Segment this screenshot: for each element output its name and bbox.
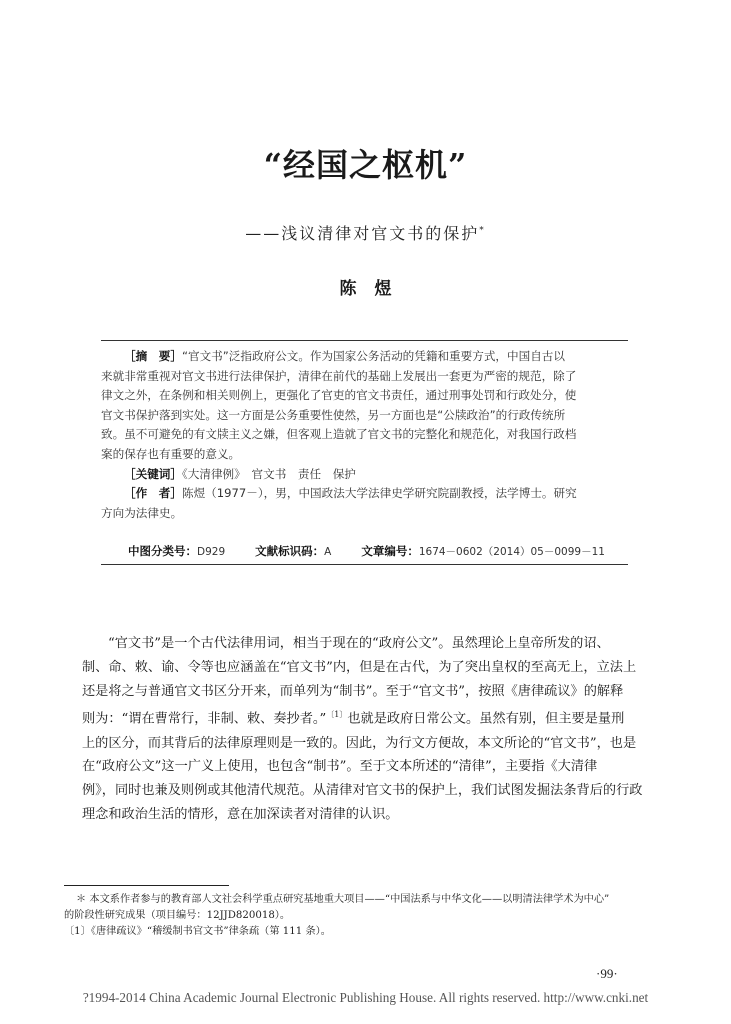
abstract-bottom-rule [101, 564, 628, 565]
footnote-1: ＊ 本文系作者参与的教育部人文社会科学重点研究基地重大项目——“中国法系与中华文化——以明清法律学术为中心” [76, 894, 610, 905]
citation-ref: 〔1〕 [326, 710, 348, 720]
footnote-1-cont: 的阶段性研究成果（项目编号：12JJD820018）。 [64, 910, 291, 921]
clc-label: 中图分类号： [128, 544, 197, 558]
body-line: 理念和政治生活的情形，意在加深读者对清律的认识。 [82, 806, 399, 822]
keywords-label: ［关键词］ [124, 466, 182, 481]
abstract-line: 官文书保护落到实处。这一方面是公务重要性使然，另一方面也是“公牍政治”的行政传统所 [101, 407, 566, 422]
subtitle-footnote-mark: * [479, 225, 486, 236]
body-text [82, 632, 648, 827]
body-line: “官文书”是一个古代法律用词，相当于现在的“政府公文”。虽然理论上皇帝所发的诏、 [108, 636, 610, 651]
abstract-line: 案的保存也有重要的意义。 [101, 446, 241, 461]
abstract-block [101, 347, 628, 523]
abstract-top-rule [101, 340, 628, 341]
keywords-value: 《大清律例》 官文书 责任 保护 [181, 466, 356, 481]
article-subtitle [0, 221, 731, 244]
doc-code-label: 文献标识码： [255, 544, 325, 558]
clc-value: D929 [197, 546, 226, 558]
body-line: 在“政府公文”这一广义上使用，也包含“制书”。至于文本所述的“清律”，主要指《大清律 [82, 759, 598, 775]
body-line: 例》，同时也兼及则例或其他清代规范。从清律对官文书的保护上，我们试图发掘法条背后的行政 [82, 783, 643, 799]
abstract-line: 来就非常重视对官文书进行法律保护，清律在前代的基础上发展出一套更为严密的规范，除了 [101, 368, 577, 383]
subtitle-text: ——浅议清律对官文书的保护 [245, 224, 480, 243]
abstract-line: ［摘 要］“官文书”泛指政府公文。作为国家公务活动的凭籍和重要方式，中国自古以 [124, 349, 565, 363]
article-number-value: 1674－0602（2014）05－0099－11 [418, 546, 605, 558]
author-name: 陈煜 [339, 279, 410, 299]
footnote-rule [64, 885, 229, 886]
doc-code-value: A [324, 546, 332, 558]
abstract-line: 致。虽不可避免的有文牍主义之嫌，但客观上造就了官文书的完整化和规范化，对我国行政档 [101, 427, 577, 442]
keywords-line [101, 465, 628, 485]
footnote-2: 〔1〕《唐律疏议》“稽缓制书官文书”律条疏（第 111 条）。 [64, 926, 331, 937]
abstract-line: 律文之外，在条例和相关则例上，更强化了官吏的官文书责任，通过刑事处罚和行政处分，使 [101, 388, 577, 403]
copyright-footer: ?1994-2014 China Academic Journal Electronic Publishing House. All rights reserved. http://www.cnki.net [82, 990, 649, 1005]
body-line: 则为：“谓在曹常行，非制、敕、奏抄者。”$^{〔1〕}$也就是政府日常公文。虽然有别，但主要是量刑 [82, 710, 625, 727]
body-line: 还是将之与普通官文书区分开来，而单列为“制书”。至于“官文书”，按照《唐律疏议》的解释 [82, 683, 624, 699]
body-line: 上的区分，而其背后的法律原理则是一致的。因此，为行文方便故，本文所论的“官文书”，也是 [82, 735, 637, 751]
abstract-label: ［摘 要］ [124, 349, 182, 363]
author-info-label: ［作 者］ [124, 486, 182, 501]
page-number: ·99· [596, 966, 618, 981]
author-info-line: ［作 者］陈煜（1977－），男，中国政法大学法律史学研究院副教授，法学博士。研究 [124, 486, 577, 501]
article-number-label: 文章编号： [361, 544, 419, 558]
author-info-line: 方向为法律史。 [101, 505, 183, 520]
classification-row [128, 543, 628, 559]
body-line: 制、命、敕、谕、令等也应涵盖在“官文书”内，但是在古代，为了突出皇权的至高无上，立法上 [82, 659, 637, 675]
article-title: “经国之枢机” [263, 146, 468, 184]
footnotes [64, 892, 648, 940]
